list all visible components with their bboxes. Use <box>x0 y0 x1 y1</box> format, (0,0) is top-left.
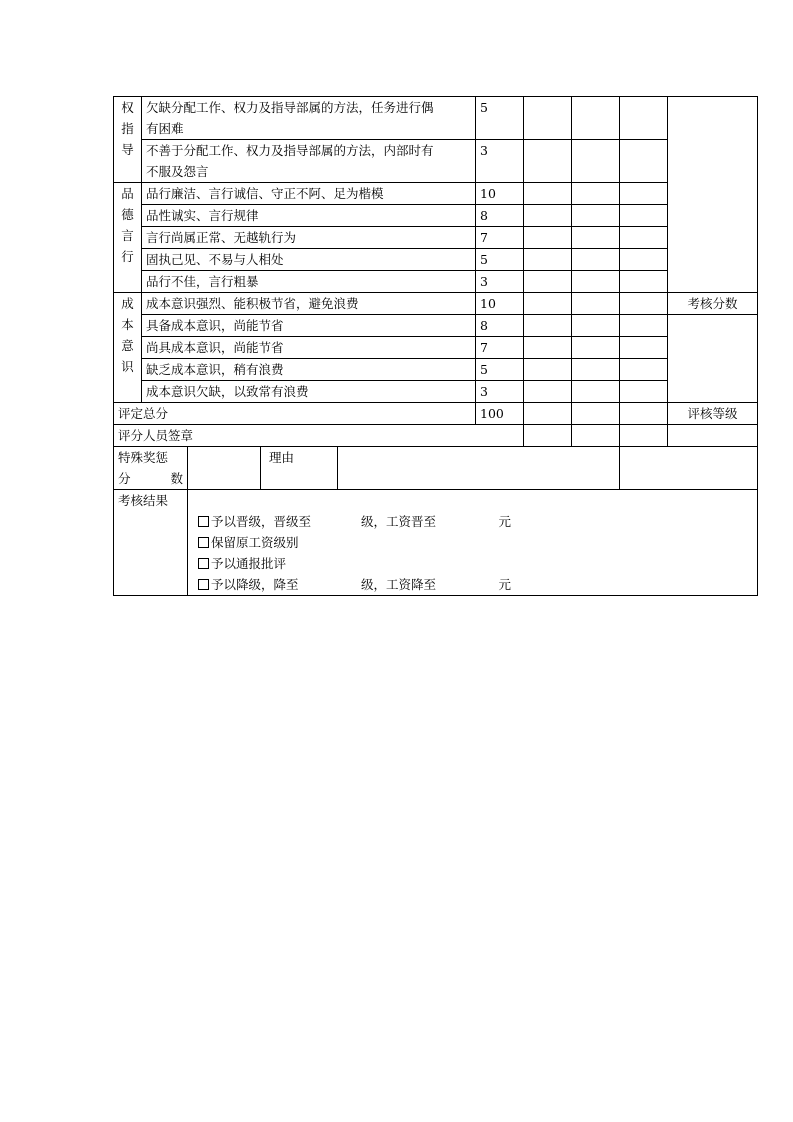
score-cell[interactable] <box>524 140 572 183</box>
checkbox-icon[interactable] <box>198 558 209 569</box>
category-moral-conduct: 品 德 言 行 <box>114 183 142 293</box>
checkbox-icon[interactable] <box>198 516 209 527</box>
right-blank-cell <box>668 97 758 293</box>
score-cell[interactable] <box>572 315 620 337</box>
score-cell[interactable] <box>572 381 620 403</box>
score-cell[interactable] <box>524 381 572 403</box>
score-cell[interactable] <box>620 359 668 381</box>
score-cell[interactable] <box>572 271 620 293</box>
criterion-text: 品性诚实、言行规律 <box>142 205 476 227</box>
score-cell[interactable] <box>572 183 620 205</box>
signature-cell[interactable] <box>524 425 572 447</box>
criterion-text: 品行不佳，言行粗暴 <box>142 271 476 293</box>
score-cell[interactable] <box>620 403 668 425</box>
criterion-text: 言行尚属正常、无越轨行为 <box>142 227 476 249</box>
score-cell[interactable] <box>620 337 668 359</box>
criterion-text: 不善于分配工作、权力及指导部属的方法，内部时有 不服及怨言 <box>142 140 476 183</box>
criterion-score: 3 <box>476 140 524 183</box>
score-cell[interactable] <box>524 183 572 205</box>
score-cell[interactable] <box>620 271 668 293</box>
result-option-promote[interactable]: 予以晋级，晋级至 级，工资晋至 元 <box>192 511 753 532</box>
total-score-label: 评定总分 <box>114 403 476 425</box>
criterion-text: 欠缺分配工作、权力及指导部属的方法，任务进行偶 有困难 <box>142 97 476 140</box>
score-cell[interactable] <box>524 205 572 227</box>
score-cell[interactable] <box>524 97 572 140</box>
criterion-text: 固执己见、不易与人相处 <box>142 249 476 271</box>
score-cell[interactable] <box>572 227 620 249</box>
score-cell[interactable] <box>620 97 668 140</box>
score-cell[interactable] <box>572 97 620 140</box>
criterion-score: 7 <box>476 227 524 249</box>
score-cell[interactable] <box>620 140 668 183</box>
reason-label: 理由 <box>261 447 338 489</box>
special-blank-cell <box>620 447 758 490</box>
score-cell[interactable] <box>620 293 668 315</box>
criterion-score: 7 <box>476 337 524 359</box>
result-label: 考核结果 <box>114 490 188 596</box>
criterion-score: 10 <box>476 183 524 205</box>
signature-cell[interactable] <box>572 425 620 447</box>
criterion-text: 尚具成本意识，尚能节省 <box>142 337 476 359</box>
result-option-keep[interactable]: 保留原工资级别 <box>192 532 753 553</box>
criterion-score: 5 <box>476 97 524 140</box>
signature-cell[interactable] <box>620 425 668 447</box>
score-cell[interactable] <box>524 337 572 359</box>
result-option-criticize[interactable]: 予以通报批评 <box>192 553 753 574</box>
score-cell[interactable] <box>620 381 668 403</box>
criterion-text: 具备成本意识，尚能节省 <box>142 315 476 337</box>
total-score-value: 100 <box>476 403 524 425</box>
criterion-score: 5 <box>476 249 524 271</box>
result-option-demote[interactable]: 予以降级，降至 级，工资降至 元 <box>192 574 753 595</box>
category-authority-guidance: 权 指 导 <box>114 97 142 183</box>
assessment-score-label: 考核分数 <box>668 293 758 315</box>
special-bonus-label: 特殊奖惩 分 数 <box>114 447 188 490</box>
result-options <box>188 490 758 596</box>
score-cell[interactable] <box>524 315 572 337</box>
assessment-grade-label: 评核等级 <box>668 403 758 425</box>
assessment-grade-value[interactable] <box>668 425 758 447</box>
score-cell[interactable] <box>620 183 668 205</box>
criterion-text: 缺乏成本意识，稍有浪费 <box>142 359 476 381</box>
criterion-score: 3 <box>476 271 524 293</box>
criterion-text: 品行廉洁、言行诚信、守正不阿、足为楷模 <box>142 183 476 205</box>
criterion-score: 8 <box>476 205 524 227</box>
score-cell[interactable] <box>572 205 620 227</box>
score-cell[interactable] <box>524 227 572 249</box>
criterion-text: 成本意识强烈、能积极节省，避免浪费 <box>142 293 476 315</box>
score-cell[interactable] <box>620 315 668 337</box>
score-cell[interactable] <box>620 205 668 227</box>
score-cell[interactable] <box>572 359 620 381</box>
score-cell[interactable] <box>524 249 572 271</box>
reason-value[interactable] <box>338 447 619 489</box>
reason-area <box>261 447 620 490</box>
score-cell[interactable] <box>524 271 572 293</box>
assessment-score-value[interactable] <box>668 315 758 403</box>
criterion-score: 10 <box>476 293 524 315</box>
score-cell[interactable] <box>620 227 668 249</box>
score-cell[interactable] <box>524 293 572 315</box>
score-cell[interactable] <box>572 337 620 359</box>
score-cell[interactable] <box>572 403 620 425</box>
signature-label: 评分人员签章 <box>114 425 524 447</box>
criterion-score: 5 <box>476 359 524 381</box>
category-cost-awareness: 成 本 意 识 <box>114 293 142 403</box>
criterion-score: 8 <box>476 315 524 337</box>
score-cell[interactable] <box>572 249 620 271</box>
checkbox-icon[interactable] <box>198 537 209 548</box>
special-bonus-value[interactable] <box>188 447 261 490</box>
score-cell[interactable] <box>524 359 572 381</box>
criterion-score: 3 <box>476 381 524 403</box>
checkbox-icon[interactable] <box>198 579 209 590</box>
criterion-text: 成本意识欠缺，以致常有浪费 <box>142 381 476 403</box>
score-cell[interactable] <box>620 249 668 271</box>
assessment-form-table <box>113 96 758 596</box>
score-cell[interactable] <box>524 403 572 425</box>
score-cell[interactable] <box>572 293 620 315</box>
score-cell[interactable] <box>572 140 620 183</box>
